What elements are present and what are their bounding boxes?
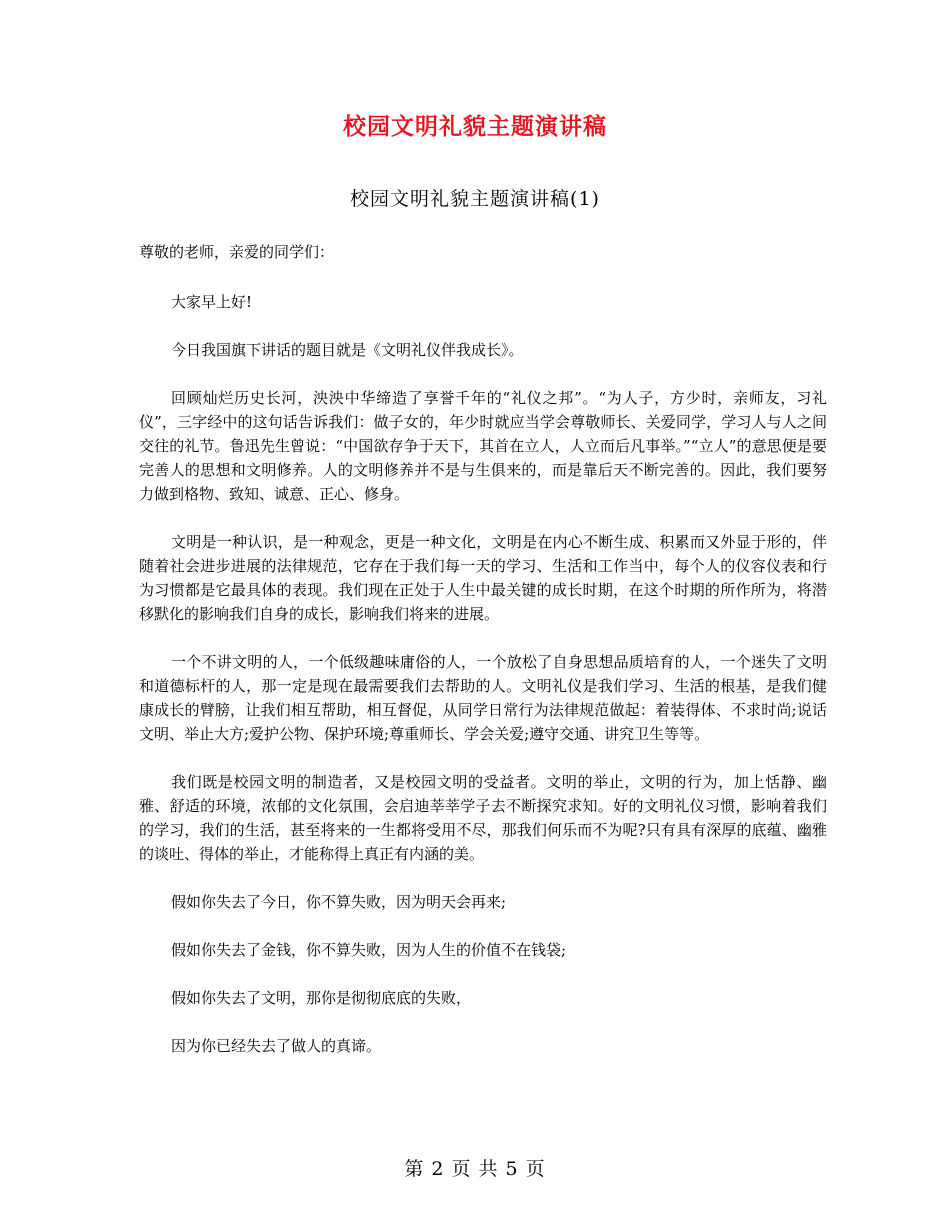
page-number-footer: 第 2 页 共 5 页	[404, 1158, 546, 1180]
body-paragraph: 一个不讲文明的人，一个低级趣味庸俗的人，一个放松了自身思想品质培育的人，一个迷失了文明和道德标杆的人，那一定是现在最需要我们去帮助的人。文明礼仪是我们学习、生活的根基，是我们健康成长的臂膀，让我们相互帮助，相互督促，从同学日常行为法律规范做起：着装得体、不求时尚;说话文明、举止大方;爱护公物、保护环境;尊重师长、学会关爱;遵守交通、讲究卫生等等。	[139, 653, 827, 743]
body-paragraph: 文明是一种认识，是一种观念，更是一种文化，文明是在内心不断生成、积累而又外显于形的，伴随着社会进步进展的法律规范，它存在于我们每一天的学习、生活和工作当中，每个人的仪容仪表和行为习惯都是它最具体的表现。我们现在正处于人生中最关键的成长时期，在这个时期的所作所为，将潜移默化的影响我们自身的成长，影响我们将来的进展。	[139, 533, 827, 623]
verse-line: 因为你已经失去了做人的真谛。	[171, 1037, 382, 1055]
greeting-paragraph: 大家早上好!	[171, 293, 253, 311]
body-paragraph: 我们既是校园文明的制造者，又是校园文明的受益者。文明的举止，文明的行为，加上恬静、幽雅、舒适的环境，浓郁的文化氛围，会启迪莘莘学子去不断探究求知。好的文明礼仪习惯，影响着我们的学习，我们的生活，甚至将来的一生都将受用不尽，那我们何乐而不为呢?只有具有深厚的底蕴、幽雅的谈吐、得体的举止，才能称得上真正有内涵的美。	[139, 773, 827, 863]
verse-line: 假如你失去了金钱，你不算失败，因为人生的价值不在钱袋;	[171, 941, 567, 959]
body-paragraph: 回顾灿烂历史长河，泱泱中华缔造了享誉千年的“礼仪之邦”。“为人子，方少时，亲师友，习礼仪”，三字经中的这句话告诉我们：做子女的，年少时就应当学会尊敬师长、关爱同学，学习人与人之间交往的礼节。鲁迅先生曾说：“中国欲存争于天下，其首在立人，人立而后凡事举。”“立人”的意思便是要完善人的思想和文明修养。人的文明修养并不是与生俱来的，而是靠后天不断完善的。因此，我们要努力做到格物、致知、诚意、正心、修身。	[139, 389, 827, 503]
verse-line: 假如你失去了文明，那你是彻彻底底的失败，	[171, 989, 472, 1007]
salutation-paragraph: 尊敬的老师，亲爱的同学们：	[139, 243, 335, 261]
verse-line: 假如你失去了今日，你不算失败，因为明天会再来;	[171, 893, 507, 911]
document-body	[139, 240, 827, 1082]
document-title: 校园文明礼貌主题演讲稿	[343, 113, 607, 140]
document-subtitle: 校园文明礼貌主题演讲稿(1)	[350, 188, 600, 210]
body-paragraph: 今日我国旗下讲话的题目就是《文明礼仪伴我成长》。	[171, 341, 524, 359]
